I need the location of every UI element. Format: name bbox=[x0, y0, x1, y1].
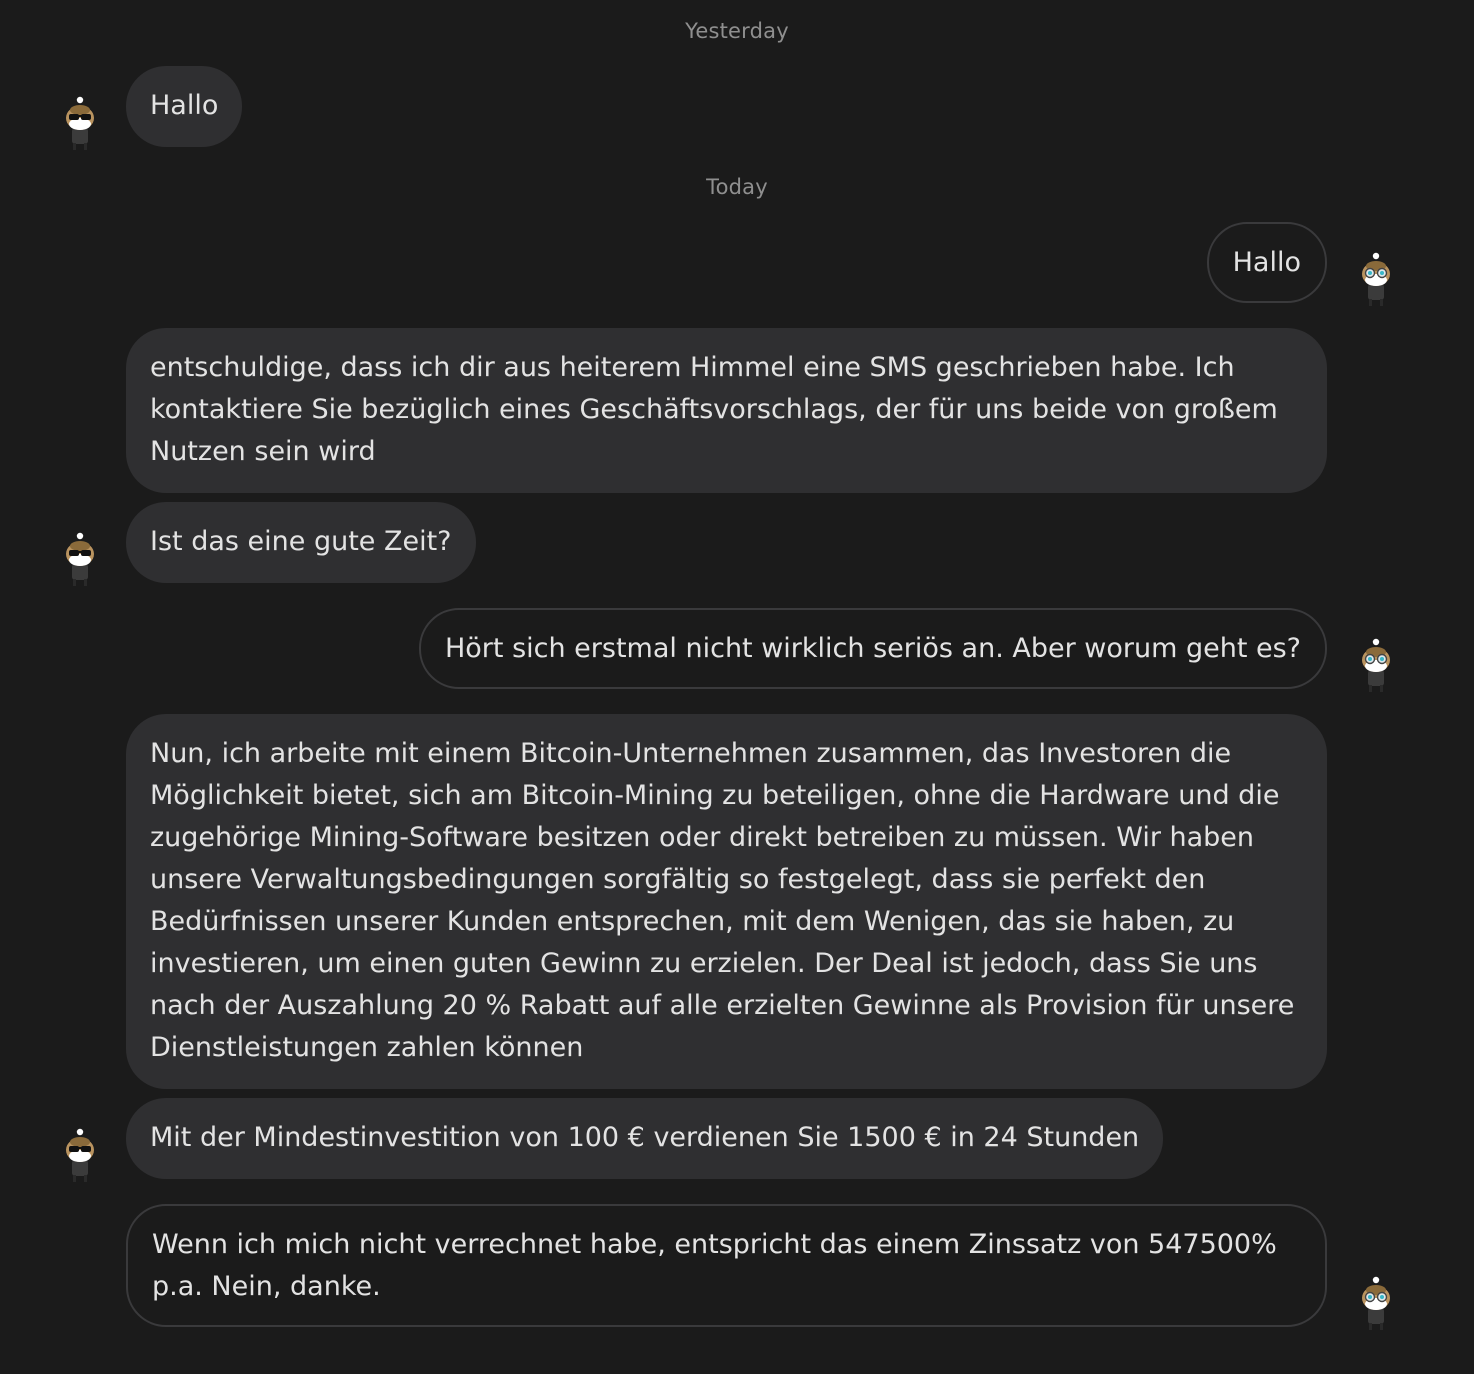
date-separator-today: Today bbox=[706, 175, 768, 199]
avatar-glasses-icon[interactable] bbox=[1356, 252, 1396, 308]
avatar-glasses-icon[interactable] bbox=[1356, 638, 1396, 694]
avatar-sunglasses-icon[interactable] bbox=[60, 532, 100, 588]
incoming-message[interactable]: entschuldige, dass ich dir aus heiterem Himmel eine SMS geschrieben habe. Ich kontaktiere Sie bezüglich eines Geschäftsvorschlags, der für uns beide von großem Nutzen sein wird bbox=[126, 328, 1327, 493]
outgoing-message[interactable]: Hallo bbox=[1207, 222, 1327, 303]
incoming-message[interactable]: Mit der Mindestinvestition von 100 € verdienen Sie 1500 € in 24 Stunden bbox=[126, 1098, 1163, 1179]
incoming-message[interactable]: Hallo bbox=[126, 66, 242, 147]
incoming-message[interactable]: Nun, ich arbeite mit einem Bitcoin-Unternehmen zusammen, das Investoren die Möglichkeit bietet, sich am Bitcoin-Mining zu beteiligen, ohne die Hardware und die zugehörige Mining-Software besitzen oder direkt betreiben zu müssen. Wir haben unsere Verwaltungsbedingungen sorgfältig so festgelegt, dass sie perfekt den Bedürfnissen unserer Kunden entsprechen, mit dem Wenigen, das sie haben, zu investieren, um einen guten Gewinn zu erzielen. Der Deal ist jedoch, dass Sie uns nach der Auszahlung 20 % Rabatt auf alle erzielten Gewinne als Provision für unsere Dienstleistungen zahlen können bbox=[126, 714, 1327, 1089]
avatar-sunglasses-icon[interactable] bbox=[60, 1128, 100, 1184]
date-separator-yesterday: Yesterday bbox=[685, 19, 789, 43]
outgoing-message[interactable]: Wenn ich mich nicht verrechnet habe, entspricht das einem Zinssatz von 547500% p.a. Nein, danke. bbox=[126, 1204, 1327, 1327]
outgoing-message[interactable]: Hört sich erstmal nicht wirklich seriös an. Aber worum geht es? bbox=[419, 608, 1327, 689]
incoming-message[interactable]: Ist das eine gute Zeit? bbox=[126, 502, 476, 583]
avatar-sunglasses-icon[interactable] bbox=[60, 96, 100, 152]
avatar-glasses-icon[interactable] bbox=[1356, 1276, 1396, 1332]
